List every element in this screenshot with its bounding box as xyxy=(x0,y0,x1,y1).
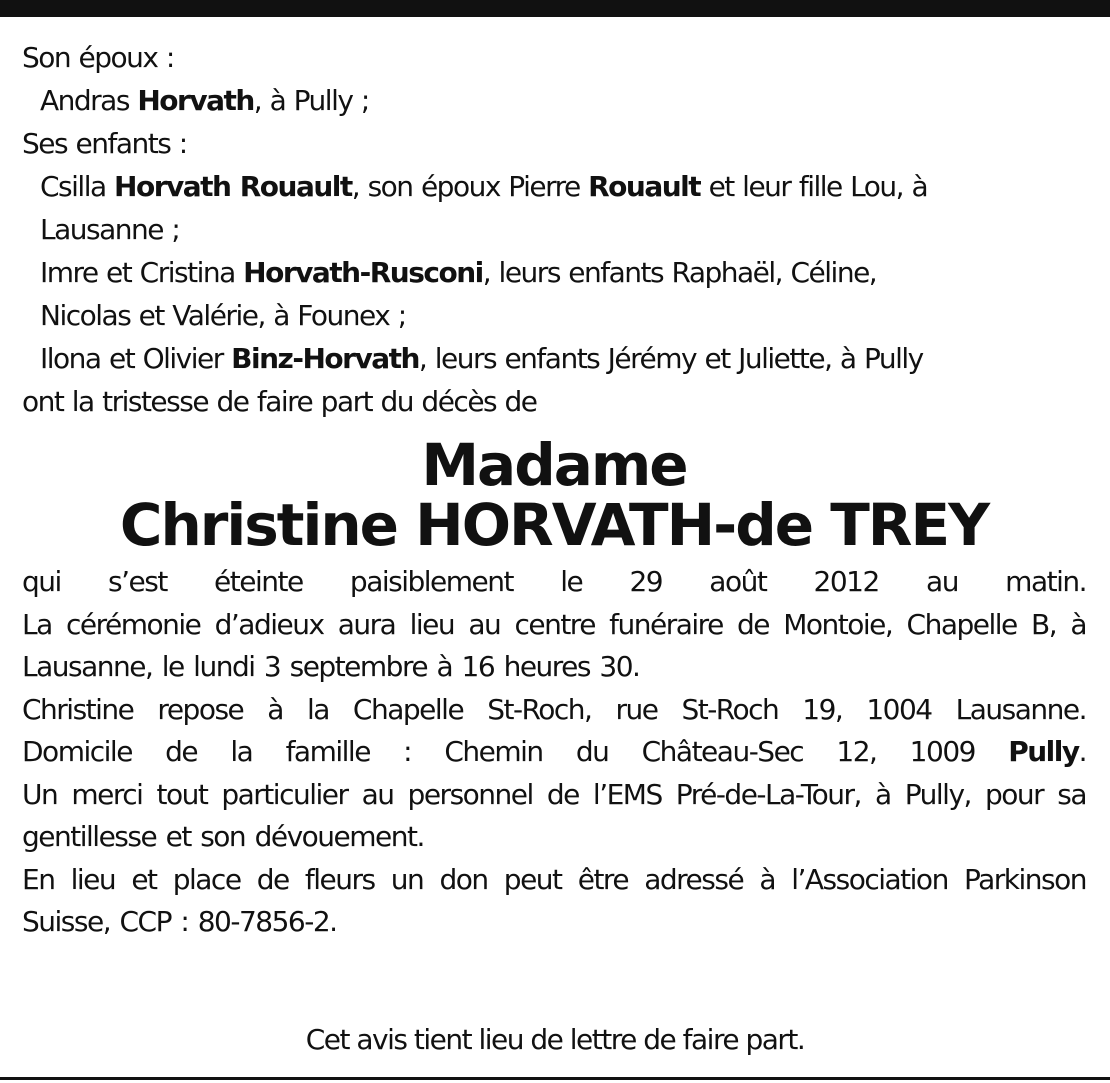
domicile-period: . xyxy=(1078,735,1086,768)
child2-continuation: Nicolas et Valérie, à Founex ; xyxy=(40,299,406,332)
spouse-line xyxy=(22,79,1086,122)
child3-rest: , leurs enfants Jérémy et Juliette, à Pully xyxy=(418,342,923,375)
closing-line: Cet avis tient lieu de lettre de faire part. xyxy=(305,1023,805,1056)
child2-rest: , leurs enfants Raphaël, Céline, xyxy=(482,256,877,289)
child1-spouse-text: , son époux Pierre xyxy=(351,170,589,203)
deceased-honorific: Madame xyxy=(421,431,687,499)
spouse-heading: Son époux : xyxy=(22,41,174,74)
announcement-line: ont la tristesse de faire part du décès de xyxy=(22,385,537,418)
bottom-border-rule xyxy=(0,1077,1110,1080)
domicile-text xyxy=(22,731,1086,774)
child3-line xyxy=(22,337,1086,380)
child2-first-names: Imre et Cristina xyxy=(40,256,244,289)
ceremony-text: La cérémonie d’adieux aura lieu au centre funéraire de Montoie, Chapelle B, à Lausanne, le lundi 3 septembre à 16 heures 30. xyxy=(22,607,1086,683)
child1-line xyxy=(22,165,1086,208)
passing-text: qui s’est éteinte paisiblement le 29 août 2012 au matin. xyxy=(22,565,1086,598)
domicile-address: Domicile de la famille : Chemin du Château-Sec 12, 1009 xyxy=(22,735,1009,768)
domicile-city: Pully xyxy=(1008,735,1079,768)
child1-last-name: Horvath Rouault xyxy=(114,170,352,203)
child1-first-name: Csilla xyxy=(40,170,115,203)
child2-line xyxy=(22,251,1086,294)
child2-last-name: Horvath-Rusconi xyxy=(243,256,483,289)
rest-place-text: Christine repose à la Chapelle St-Roch, rue St-Roch 19, 1004 Lausanne. xyxy=(22,692,1086,726)
obituary-notice xyxy=(22,36,1086,944)
deceased-name: Christine HORVATH-de TREY xyxy=(119,491,989,559)
thanks-text: Un merci tout particulier au personnel de l’EMS Pré-de-La-Tour, à Pully, pour sa gentillesse et son dévouement. xyxy=(22,777,1086,853)
children-heading: Ses enfants : xyxy=(22,127,187,160)
spouse-first-name: Andras xyxy=(40,84,138,117)
details-paragraph xyxy=(22,561,1086,944)
child3-last-name: Binz-Horvath xyxy=(231,342,419,375)
child1-spouse-last-name: Rouault xyxy=(588,170,701,203)
child1-continuation: Lausanne ; xyxy=(40,213,180,246)
spouse-location: , à Pully ; xyxy=(253,84,369,117)
child3-first-names: Ilona et Olivier xyxy=(40,342,232,375)
top-border-rule xyxy=(0,0,1110,17)
spouse-last-name: Horvath xyxy=(137,84,254,117)
child1-rest: et leur fille Lou, à xyxy=(700,170,928,203)
donation-text: En lieu et place de fleurs un don peut être adressé à l’Association Parkinson Suisse, CCP : 80-7856-2. xyxy=(22,862,1086,938)
